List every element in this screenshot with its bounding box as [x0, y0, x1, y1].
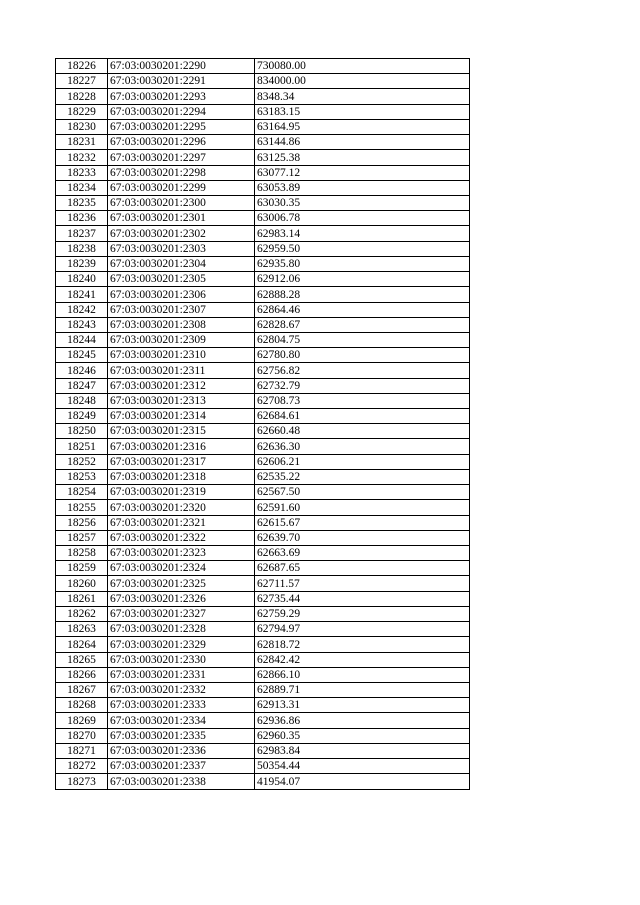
cadastral-number-cell: 67:03:0030201:2309 [108, 332, 255, 347]
row-number-cell: 18262 [56, 606, 108, 621]
row-number-cell: 18258 [56, 546, 108, 561]
cadastral-number-cell: 67:03:0030201:2336 [108, 743, 255, 758]
row-number-cell: 18255 [56, 500, 108, 515]
cadastral-number-cell: 67:03:0030201:2299 [108, 180, 255, 195]
value-cell: 62889.71 [255, 682, 470, 697]
row-number-cell: 18236 [56, 211, 108, 226]
row-number-cell: 18233 [56, 165, 108, 180]
value-cell: 62780.80 [255, 348, 470, 363]
table-row [56, 119, 470, 134]
row-number-cell: 18249 [56, 409, 108, 424]
cadastral-number-cell: 67:03:0030201:2322 [108, 530, 255, 545]
value-cell: 62913.31 [255, 698, 470, 713]
value-cell: 62615.67 [255, 515, 470, 530]
row-number-cell: 18227 [56, 74, 108, 89]
cadastral-number-cell: 67:03:0030201:2307 [108, 302, 255, 317]
cadastral-number-cell: 67:03:0030201:2330 [108, 652, 255, 667]
table-row [56, 272, 470, 287]
table-row [56, 546, 470, 561]
value-cell: 62818.72 [255, 637, 470, 652]
cadastral-number-cell: 67:03:0030201:2298 [108, 165, 255, 180]
value-cell: 62687.65 [255, 561, 470, 576]
table-row [56, 682, 470, 697]
row-number-cell: 18267 [56, 682, 108, 697]
table-row [56, 287, 470, 302]
row-number-cell: 18245 [56, 348, 108, 363]
value-cell: 50354.44 [255, 759, 470, 774]
row-number-cell: 18265 [56, 652, 108, 667]
cadastral-number-cell: 67:03:0030201:2310 [108, 348, 255, 363]
row-number-cell: 18254 [56, 485, 108, 500]
table-row [56, 500, 470, 515]
table-row [56, 622, 470, 637]
row-number-cell: 18252 [56, 454, 108, 469]
table-row [56, 256, 470, 271]
value-cell: 62606.21 [255, 454, 470, 469]
value-cell: 62888.28 [255, 287, 470, 302]
cadastral-number-cell: 67:03:0030201:2317 [108, 454, 255, 469]
cadastral-number-cell: 67:03:0030201:2316 [108, 439, 255, 454]
cadastral-number-cell: 67:03:0030201:2323 [108, 546, 255, 561]
table-row [56, 698, 470, 713]
row-number-cell: 18230 [56, 119, 108, 134]
row-number-cell: 18238 [56, 241, 108, 256]
cadastral-number-cell: 67:03:0030201:2295 [108, 119, 255, 134]
cadastral-number-cell: 67:03:0030201:2301 [108, 211, 255, 226]
row-number-cell: 18234 [56, 180, 108, 195]
value-cell: 62959.50 [255, 241, 470, 256]
registry-table [55, 58, 470, 790]
cadastral-number-cell: 67:03:0030201:2296 [108, 135, 255, 150]
table-row [56, 530, 470, 545]
row-number-cell: 18266 [56, 667, 108, 682]
table-row [56, 759, 470, 774]
row-number-cell: 18253 [56, 469, 108, 484]
value-cell: 62866.10 [255, 667, 470, 682]
row-number-cell: 18244 [56, 332, 108, 347]
value-cell: 62663.69 [255, 546, 470, 561]
cadastral-number-cell: 67:03:0030201:2333 [108, 698, 255, 713]
row-number-cell: 18259 [56, 561, 108, 576]
cadastral-number-cell: 67:03:0030201:2304 [108, 256, 255, 271]
value-cell: 62983.14 [255, 226, 470, 241]
cadastral-number-cell: 67:03:0030201:2297 [108, 150, 255, 165]
row-number-cell: 18272 [56, 759, 108, 774]
cadastral-number-cell: 67:03:0030201:2327 [108, 606, 255, 621]
cadastral-number-cell: 67:03:0030201:2303 [108, 241, 255, 256]
value-cell: 62864.46 [255, 302, 470, 317]
table-row [56, 485, 470, 500]
value-cell: 62708.73 [255, 393, 470, 408]
row-number-cell: 18251 [56, 439, 108, 454]
value-cell: 62684.61 [255, 409, 470, 424]
value-cell: 63164.95 [255, 119, 470, 134]
table-row [56, 515, 470, 530]
value-cell: 63125.38 [255, 150, 470, 165]
row-number-cell: 18232 [56, 150, 108, 165]
cadastral-number-cell: 67:03:0030201:2311 [108, 363, 255, 378]
row-number-cell: 18248 [56, 393, 108, 408]
table-row [56, 454, 470, 469]
table-row [56, 774, 470, 789]
cadastral-number-cell: 67:03:0030201:2305 [108, 272, 255, 287]
cadastral-number-cell: 67:03:0030201:2331 [108, 667, 255, 682]
table-row [56, 348, 470, 363]
table-row [56, 165, 470, 180]
cadastral-number-cell: 67:03:0030201:2313 [108, 393, 255, 408]
table-row [56, 104, 470, 119]
table-row [56, 74, 470, 89]
cadastral-number-cell: 67:03:0030201:2300 [108, 195, 255, 210]
cadastral-number-cell: 67:03:0030201:2320 [108, 500, 255, 515]
table-row [56, 576, 470, 591]
row-number-cell: 18271 [56, 743, 108, 758]
table-row [56, 317, 470, 332]
value-cell: 8348.34 [255, 89, 470, 104]
value-cell: 62912.06 [255, 272, 470, 287]
table-row [56, 226, 470, 241]
cadastral-number-cell: 67:03:0030201:2315 [108, 424, 255, 439]
table-row [56, 409, 470, 424]
cadastral-number-cell: 67:03:0030201:2332 [108, 682, 255, 697]
value-cell: 63183.15 [255, 104, 470, 119]
value-cell: 62639.70 [255, 530, 470, 545]
table-row [56, 332, 470, 347]
table-row [56, 591, 470, 606]
cadastral-number-cell: 67:03:0030201:2334 [108, 713, 255, 728]
value-cell: 62535.22 [255, 469, 470, 484]
table-row [56, 59, 470, 74]
value-cell: 62732.79 [255, 378, 470, 393]
row-number-cell: 18240 [56, 272, 108, 287]
value-cell: 62983.84 [255, 743, 470, 758]
table-row [56, 150, 470, 165]
table-row [56, 378, 470, 393]
value-cell: 834000.00 [255, 74, 470, 89]
table-row [56, 728, 470, 743]
row-number-cell: 18239 [56, 256, 108, 271]
cadastral-number-cell: 67:03:0030201:2319 [108, 485, 255, 500]
table-row [56, 606, 470, 621]
table-row [56, 469, 470, 484]
value-cell: 62756.82 [255, 363, 470, 378]
cadastral-number-cell: 67:03:0030201:2308 [108, 317, 255, 332]
table-row [56, 713, 470, 728]
value-cell: 62794.97 [255, 622, 470, 637]
table-row [56, 89, 470, 104]
table-row [56, 637, 470, 652]
cadastral-number-cell: 67:03:0030201:2293 [108, 89, 255, 104]
value-cell: 62936.86 [255, 713, 470, 728]
cadastral-number-cell: 67:03:0030201:2321 [108, 515, 255, 530]
cadastral-number-cell: 67:03:0030201:2291 [108, 74, 255, 89]
row-number-cell: 18241 [56, 287, 108, 302]
value-cell: 62711.57 [255, 576, 470, 591]
value-cell: 63006.78 [255, 211, 470, 226]
value-cell: 62804.75 [255, 332, 470, 347]
row-number-cell: 18231 [56, 135, 108, 150]
cadastral-number-cell: 67:03:0030201:2294 [108, 104, 255, 119]
row-number-cell: 18235 [56, 195, 108, 210]
cadastral-number-cell: 67:03:0030201:2290 [108, 59, 255, 74]
row-number-cell: 18260 [56, 576, 108, 591]
row-number-cell: 18237 [56, 226, 108, 241]
cadastral-number-cell: 67:03:0030201:2324 [108, 561, 255, 576]
value-cell: 63144.86 [255, 135, 470, 150]
value-cell: 62591.60 [255, 500, 470, 515]
cadastral-number-cell: 67:03:0030201:2335 [108, 728, 255, 743]
table-row [56, 652, 470, 667]
row-number-cell: 18226 [56, 59, 108, 74]
value-cell: 62759.29 [255, 606, 470, 621]
value-cell: 62828.67 [255, 317, 470, 332]
row-number-cell: 18247 [56, 378, 108, 393]
cadastral-number-cell: 67:03:0030201:2302 [108, 226, 255, 241]
row-number-cell: 18256 [56, 515, 108, 530]
table-row [56, 211, 470, 226]
value-cell: 41954.07 [255, 774, 470, 789]
row-number-cell: 18242 [56, 302, 108, 317]
row-number-cell: 18246 [56, 363, 108, 378]
table-row [56, 241, 470, 256]
table-row [56, 302, 470, 317]
cadastral-number-cell: 67:03:0030201:2314 [108, 409, 255, 424]
row-number-cell: 18270 [56, 728, 108, 743]
table-row [56, 180, 470, 195]
value-cell: 62567.50 [255, 485, 470, 500]
row-number-cell: 18263 [56, 622, 108, 637]
row-number-cell: 18243 [56, 317, 108, 332]
row-number-cell: 18257 [56, 530, 108, 545]
row-number-cell: 18273 [56, 774, 108, 789]
cadastral-number-cell: 67:03:0030201:2325 [108, 576, 255, 591]
table-row [56, 667, 470, 682]
cadastral-number-cell: 67:03:0030201:2318 [108, 469, 255, 484]
table-row [56, 135, 470, 150]
value-cell: 62842.42 [255, 652, 470, 667]
value-cell: 63053.89 [255, 180, 470, 195]
row-number-cell: 18250 [56, 424, 108, 439]
cadastral-number-cell: 67:03:0030201:2326 [108, 591, 255, 606]
cadastral-number-cell: 67:03:0030201:2329 [108, 637, 255, 652]
table-row [56, 393, 470, 408]
table-row [56, 561, 470, 576]
value-cell: 62960.35 [255, 728, 470, 743]
table-row [56, 363, 470, 378]
table-row [56, 743, 470, 758]
value-cell: 62935.80 [255, 256, 470, 271]
value-cell: 63077.12 [255, 165, 470, 180]
table-row [56, 195, 470, 210]
cadastral-number-cell: 67:03:0030201:2306 [108, 287, 255, 302]
value-cell: 62660.48 [255, 424, 470, 439]
row-number-cell: 18261 [56, 591, 108, 606]
row-number-cell: 18264 [56, 637, 108, 652]
row-number-cell: 18268 [56, 698, 108, 713]
value-cell: 730080.00 [255, 59, 470, 74]
row-number-cell: 18228 [56, 89, 108, 104]
value-cell: 63030.35 [255, 195, 470, 210]
cadastral-number-cell: 67:03:0030201:2337 [108, 759, 255, 774]
row-number-cell: 18229 [56, 104, 108, 119]
table-row [56, 439, 470, 454]
cadastral-number-cell: 67:03:0030201:2328 [108, 622, 255, 637]
registry-table-body [56, 59, 470, 790]
cadastral-number-cell: 67:03:0030201:2312 [108, 378, 255, 393]
row-number-cell: 18269 [56, 713, 108, 728]
value-cell: 62735.44 [255, 591, 470, 606]
cadastral-number-cell: 67:03:0030201:2338 [108, 774, 255, 789]
value-cell: 62636.30 [255, 439, 470, 454]
table-row [56, 424, 470, 439]
